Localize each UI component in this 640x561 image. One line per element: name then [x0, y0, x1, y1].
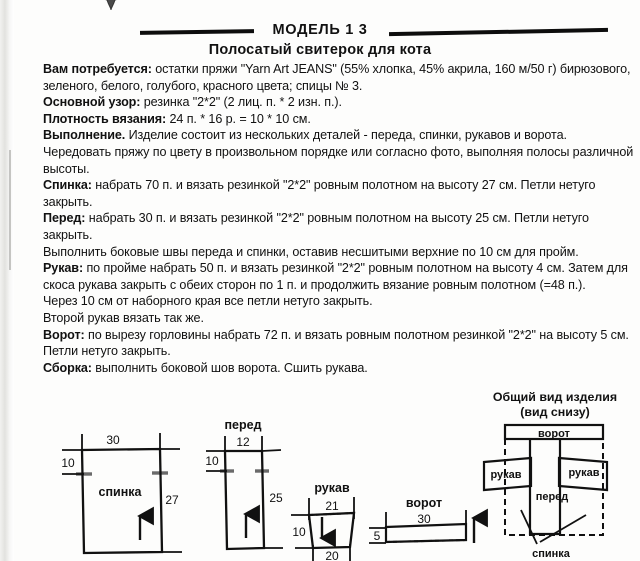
sleeve-outline — [309, 513, 354, 548]
paragraph-text: остатки пряжи "Yarn Art JEANS" (55% хлопка, 45% акрила, 160 м/50 г) бирюзового, зеленого, белого, голубого, красного цвета; спицы № 3. — [43, 62, 631, 93]
paragraph-execution — [43, 127, 635, 177]
paragraph-side-seams — [43, 244, 635, 261]
paragraph-text: Выполнить боковые швы переда и спинки, оставив несшитыми верхние по 10 см для пройм. — [43, 244, 579, 259]
paragraph-text: 24 п. * 16 р. = 10 * 10 см. — [166, 111, 311, 126]
paragraph-text: Изделие состоит из нескольких деталей - переда, спинки, рукавов и ворота. Чередовать пряжу по цвету в произвольном порядке или согласно фото, выполняя полосы различной высоты. — [43, 128, 634, 176]
front-height-label: 25 — [269, 491, 283, 505]
back-part-name: спинка — [98, 485, 142, 499]
paragraph-lead: Основной узор: — [43, 95, 141, 110]
sleeve-part-name: рукав — [314, 481, 350, 495]
paragraph-lead: Перед: — [43, 211, 86, 226]
schematic-front — [205, 418, 283, 549]
front-outline — [225, 451, 264, 549]
paragraph-lead: Рукав: — [43, 261, 84, 276]
assembly-sleeve-right-label: рукав — [568, 467, 600, 479]
assembly-collar-label: ворот — [538, 428, 570, 440]
page-title: Полосатый свитерок для кота — [208, 42, 432, 58]
assembly-sleeve-left-label: рукав — [490, 469, 522, 481]
back-outline — [82, 449, 162, 553]
collar-outline — [386, 524, 466, 542]
paragraph-lead: Ворот: — [43, 327, 85, 342]
instructions-body — [43, 61, 635, 376]
paragraph-text: по вырезу горловины набрать 72 п. и вязать ровным полотном резинкой "2*2" на высоту 5 см. Петли нетуго закрыть. — [43, 327, 629, 359]
paragraph-lead: Плотность вязания: — [43, 111, 167, 126]
sleeve-height-label: 10 — [292, 525, 306, 539]
sleeve-bottom-label: 20 — [325, 549, 339, 561]
back-height-label: 27 — [165, 493, 179, 507]
paragraph-lead: Сборка: — [43, 360, 92, 375]
paragraph-text: резинка "2*2" (2 лиц. п. * 2 изн. п.). — [140, 95, 342, 110]
back-armhole-label: 10 — [61, 456, 75, 470]
ornament-icon — [78, 0, 148, 14]
paragraph-gauge — [43, 111, 635, 128]
assembly-back-label: спинка — [532, 548, 570, 560]
sleeve-top-label: 21 — [325, 499, 339, 513]
collar-height-label: 5 — [373, 529, 381, 543]
paragraph-main-pattern — [43, 94, 635, 111]
scan-edge-line — [9, 150, 11, 270]
paragraph-lead: Выполнение. — [43, 128, 126, 143]
assembly-heading-line2: (вид снизу) — [520, 405, 590, 419]
front-armhole-label: 10 — [205, 454, 219, 468]
paragraph-materials — [43, 61, 635, 94]
paragraph-front — [43, 210, 635, 243]
model-label: МОДЕЛЬ 1 3 — [272, 22, 368, 38]
schematic-collar — [369, 496, 474, 543]
schematic-sleeve — [291, 481, 354, 561]
assembly-heading-line1: Общий вид изделия — [492, 390, 618, 404]
collar-part-name: ворот — [405, 496, 443, 510]
schematic-back — [61, 433, 182, 553]
collar-width-label: 30 — [417, 512, 431, 526]
schematics-area — [0, 412, 640, 561]
schematic-assembly — [484, 425, 607, 560]
paragraph-assembly — [43, 360, 635, 377]
paragraph-text: по пройме набрать 50 п. и вязать резинкой "2*2" ровным полотном на высоту 4 см. Затем для скоса рукава закрыть с обеих сторон по 1 п. и продолжить вязание ровным полотном (=48 п.). — [43, 261, 628, 292]
paragraph-collar — [43, 327, 635, 360]
paragraph-lead: Спинка: — [43, 178, 92, 193]
assembly-front-label: перед — [535, 491, 569, 503]
paragraph-second-sleeve — [43, 310, 635, 327]
paragraph-sleeve — [43, 260, 635, 293]
front-width-label: 12 — [236, 435, 250, 449]
paragraph-text: Через 10 см от наборного края все петли нетуго закрыть. — [43, 294, 373, 309]
paragraph-text: набрать 70 п. и вязать резинкой "2*2" ровным полотном на высоту 27 см. Петли нетуго закрыть. — [43, 178, 596, 209]
paragraph-text: набрать 30 п. и вязать резинкой "2*2" ровным полотном на высоту 25 см. Петли нетуго закрыть. — [43, 211, 589, 242]
paragraph-sleeve-finish — [43, 293, 635, 310]
paragraph-lead: Вам потребуется: — [43, 62, 152, 76]
paragraph-text: Второй рукав вязать так же. — [43, 310, 204, 325]
paragraph-text: выполнить боковой шов ворота. Сшить рукава. — [91, 360, 368, 375]
front-part-name: перед — [224, 418, 262, 432]
schematics-svg — [0, 412, 640, 561]
assembly-back-leader-2 — [540, 515, 586, 542]
paragraph-back — [43, 177, 635, 210]
back-width-label: 30 — [106, 433, 120, 447]
assembly-front-shape — [530, 439, 560, 534]
